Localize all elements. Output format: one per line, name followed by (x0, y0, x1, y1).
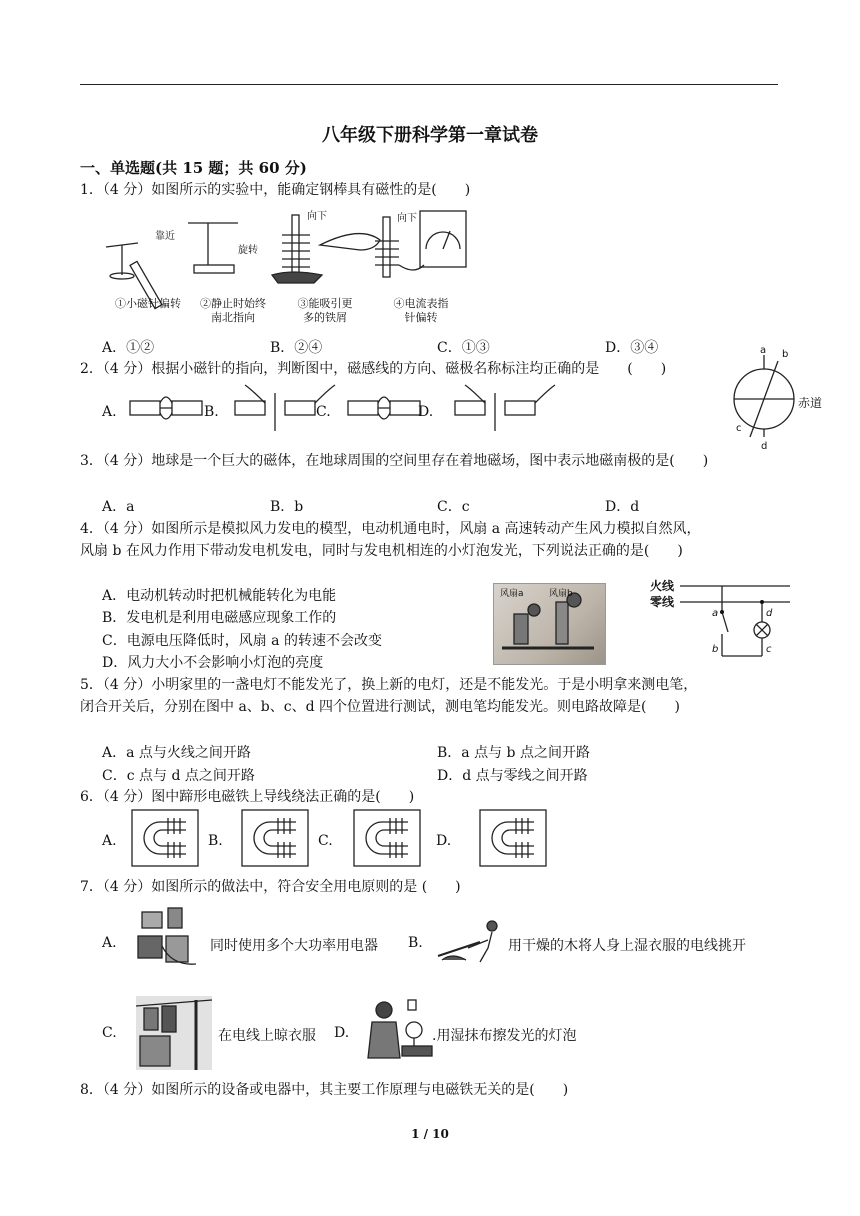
q7-laundry-wire-figure (136, 996, 212, 1070)
q1-label-2: 旋转 (238, 245, 258, 256)
question-4-text-2: 风扇 b 在风力作用下带动发电机发电，同时与发电机相连的小灯泡发光，下列说法正确的是( ) (80, 543, 683, 559)
question-3-text: 3．（4 分）地球是一个巨大的磁体，在地球周围的空间里存在着地磁场，图中表示地磁南极的是( ) (80, 453, 709, 469)
q4-option-a[interactable]: A．电动机转动时把机械能转化为电能 (102, 588, 337, 604)
q2-magnet-figures (120, 385, 550, 445)
q6-electromagnet-figures (124, 808, 554, 870)
q7-desc-a: 同时使用多个大功率用电器 (210, 938, 378, 954)
q1-option-a[interactable]: A．①② (102, 340, 155, 356)
q5-option-b[interactable]: B．a 点与 b 点之间开路 (437, 745, 590, 761)
q4-photo-label-a: 风扇a (500, 589, 524, 599)
q1-label-1: 靠近 (155, 231, 175, 242)
q3-option-a[interactable]: A．a (102, 499, 135, 515)
q4-photo-label-b: 风扇b (549, 589, 573, 599)
question-7-text: 7．（4 分）如图所示的做法中，符合安全用电原则的是 ( ) (80, 879, 461, 895)
question-1-text: 1．（4 分）如图所示的实验中，能确定钢棒具有磁性的是( ) (80, 182, 471, 198)
q3-fig-label-equator: 赤道 (798, 396, 823, 410)
q7-desc-c: 在电线上晾衣服 (218, 1028, 316, 1044)
q4-option-b[interactable]: B．发电机是利用电磁感应现象工作的 (102, 610, 337, 626)
question-4-text-1: 4．（4 分）如图所示是模拟风力发电的模型，电动机通电时，风扇 a 高速转动产生风力模拟自然风， (80, 521, 701, 537)
q7-appliances-figure (134, 906, 204, 972)
q3-fig-label-a: a (760, 345, 767, 356)
q7-option-a[interactable]: A. (102, 935, 117, 951)
q6-option-d[interactable]: D. (436, 833, 452, 849)
q6-option-a[interactable]: A. (102, 833, 117, 849)
q1-caption-3: ③能吸引更 多的铁屑 (297, 297, 353, 324)
question-5-text-2: 闭合开关后，分别在图中 a、b、c、d 四个位置进行测试，测电笔均能发光。则电路故障是( ) (80, 699, 680, 715)
circuit-label-c: c (766, 644, 772, 655)
q3-earth-figure (728, 345, 838, 452)
q1-option-c[interactable]: C．①③ (437, 340, 490, 356)
q1-label-3: 向下 (307, 211, 327, 222)
q1-label-4: 向下 (397, 213, 417, 224)
q1-caption-1: ①小磁针偏转 (115, 297, 181, 310)
circuit-label-d: d (766, 608, 773, 619)
circuit-label-live: 火线 (650, 579, 675, 593)
header-rule (80, 84, 778, 85)
question-6-text: 6．（4 分）图中蹄形电磁铁上导线绕法正确的是( ) (80, 789, 415, 805)
circuit-label-a: a (712, 608, 719, 619)
q7-option-c[interactable]: C. (102, 1025, 117, 1041)
q7-desc-b: 用干燥的木将人身上湿衣服的电线挑开 (508, 938, 746, 954)
q2-option-b[interactable]: B. (204, 404, 219, 420)
page-title: 八年级下册科学第一章试卷 (322, 125, 538, 146)
q3-option-b[interactable]: B．b (270, 499, 304, 515)
q5-option-c[interactable]: C．c 点与 d 点之间开路 (102, 768, 255, 784)
q5-option-d[interactable]: D．d 点与零线之间开路 (437, 768, 588, 784)
q2-option-a[interactable]: A. (102, 404, 117, 420)
q7-desc-d: .用湿抹布擦发光的灯泡 (432, 1028, 577, 1044)
page-number: 1 / 10 (411, 1127, 449, 1141)
q5-circuit-figure (650, 578, 790, 663)
q7-wet-cloth-figure (362, 996, 434, 1070)
q1-caption-4: ④电流表指 针偏转 (393, 297, 449, 324)
q3-fig-label-d: d (761, 441, 768, 452)
q4-option-c[interactable]: C．电源电压降低时，风扇 a 的转速不会改变 (102, 633, 382, 649)
q3-option-d[interactable]: D．d (605, 499, 640, 515)
question-8-text: 8．（4 分）如图所示的设备或电器中，其主要工作原理与电磁铁无关的是( ) (80, 1082, 569, 1098)
q7-option-d[interactable]: D. (334, 1025, 350, 1041)
q3-option-c[interactable]: C．c (437, 499, 470, 515)
q5-option-a[interactable]: A．a 点与火线之间开路 (102, 745, 251, 761)
question-5-text-1: 5．（4 分）小明家里的一盏电灯不能发光了，换上新的电灯，还是不能发光。于是小明拿来测电笔， (80, 677, 698, 693)
q6-option-b[interactable]: B. (208, 833, 223, 849)
q2-option-c[interactable]: C. (316, 404, 331, 420)
q7-wooden-stick-figure (436, 916, 506, 968)
q2-option-d[interactable]: D. (418, 404, 434, 420)
circuit-label-b: b (712, 644, 719, 655)
q1-caption-2: ②静止时始终 南北指向 (200, 297, 266, 324)
q1-option-d[interactable]: D．③④ (605, 340, 659, 356)
q7-option-b[interactable]: B. (408, 935, 423, 951)
q6-option-c[interactable]: C. (318, 833, 333, 849)
q1-option-b[interactable]: B．②④ (270, 340, 323, 356)
circuit-label-neutral: 零线 (650, 595, 675, 609)
q4-wind-model-photo (493, 583, 606, 665)
q3-fig-label-b: b (782, 349, 789, 360)
q3-fig-label-c: c (736, 423, 742, 434)
q4-option-d[interactable]: D．风力大小不会影响小灯泡的亮度 (102, 655, 324, 671)
section-heading: 一、单选题(共 15 题；共 60 分) (80, 159, 307, 177)
question-2-text: 2．（4 分）根据小磁针的指向，判断图中，磁感线的方向、磁极名称标注均正确的是 ( ) (80, 361, 667, 377)
